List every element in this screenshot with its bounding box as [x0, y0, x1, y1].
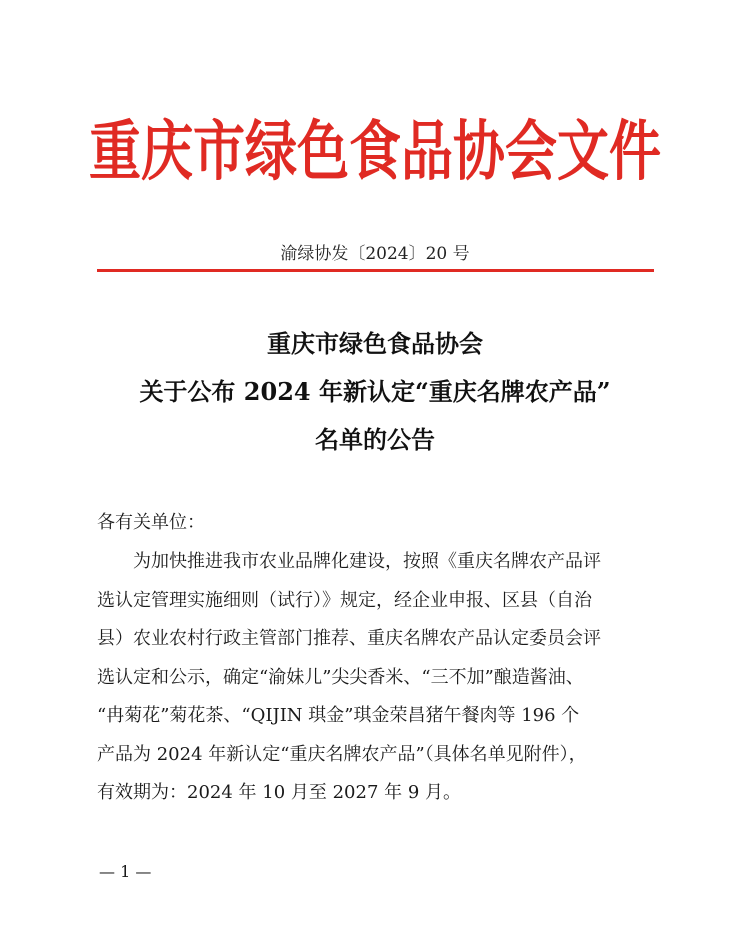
body-line: 为加快推进我市农业品牌化建设，按照《重庆名牌农产品评: [97, 551, 601, 572]
page-number: — 1 —: [99, 862, 152, 881]
body-line: 有效期为：2024 年 10 月至 2027 年 9 月。: [97, 782, 462, 803]
body-line: 选认定管理实施细则（试行）》规定，经企业申报、区县（自治: [97, 589, 592, 611]
salutation: 各有关单位：: [97, 512, 205, 533]
body-line: 选认定和公示，确定“渝妹儿”尖尖香米、“三不加”酿造酱油、: [97, 666, 584, 688]
body-paragraph: [97, 543, 657, 813]
body-line: 县）农业农村行政主管部门推荐、重庆名牌农产品认定委员会评: [97, 628, 601, 649]
title-line-3: 名单的公告: [315, 425, 435, 454]
title-line-1: 重庆市绿色食品协会: [267, 329, 483, 358]
document-header-title: 重庆市绿色食品协会文件: [88, 114, 661, 190]
document-number: 渝绿协发〔2024〕20 号: [280, 244, 470, 264]
body-line: “冉菊花”菊花茶、“QIJIN 琪金”琪金荣昌猪午餐肉等 196 个: [97, 705, 580, 726]
announcement-title: [0, 320, 750, 464]
title-line-2: 关于公布 2024 年新认定“重庆名牌农产品”: [139, 377, 611, 406]
body-line: 产品为 2024 年新认定“重庆名牌农产品”（具体名单见附件），: [97, 743, 587, 765]
header-divider: [97, 269, 654, 272]
